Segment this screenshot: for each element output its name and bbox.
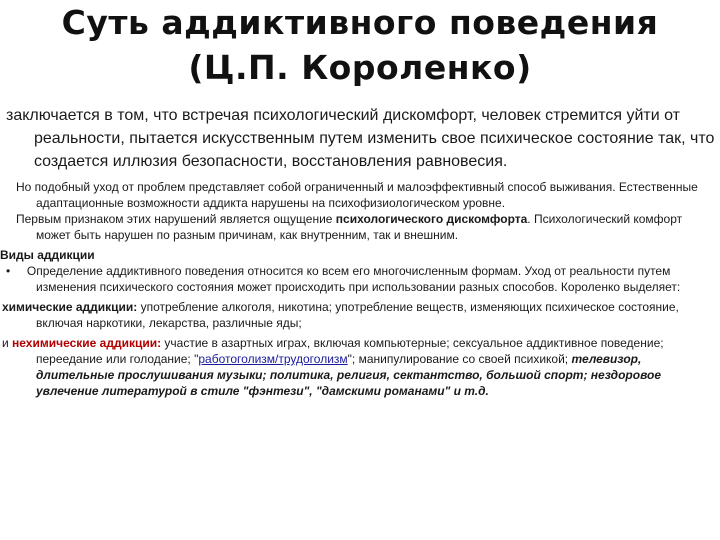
first-sign-bold: психологического дискомфорта bbox=[335, 212, 528, 226]
slide-body bbox=[0, 104, 716, 399]
first-sign-text-2: . Психологический комфорт может быть нарушен по разным причинам, как внутренним, так и внешним. bbox=[36, 212, 683, 242]
nonchemical-italic: телевизор, длительные прослушивания музыки; политика, религия, сектантство, большой спорт; нездоровое увлечение литературой в стиле "фэнтези", "дамскими романами" и т.д. bbox=[36, 352, 662, 398]
nonchemical-label: нехимические аддикции: bbox=[12, 336, 162, 350]
intro-paragraph: заключается в том, что встречая психологический дискомфорт, человек стремится уйти от реальности, пытается искусственным путем изменить свое психическое состояние так, что создается иллюзия безопасности, восстановления равновесия. bbox=[6, 107, 715, 170]
bullet-marker: • bbox=[6, 264, 11, 278]
bullet-text: Определение аддиктивного поведения относится ко всем его многочисленным формам. Уход от реальности путем изменения психического состояния может происходить при использовании разных способов. Короленко выделяет: bbox=[26, 264, 681, 294]
chemical-label: химические аддикции: bbox=[2, 300, 138, 314]
slide-title bbox=[0, 0, 720, 90]
nonchemical-addictions bbox=[0, 335, 716, 399]
addiction-types-heading: Виды аддикции bbox=[0, 248, 95, 262]
bullet-definition bbox=[0, 263, 716, 295]
chemical-text: употребление алкоголя, никотина; употребление веществ, изменяющих психическое состояние, включая наркотики, лекарства, различные яды; bbox=[36, 300, 679, 330]
title-line-2: (Ц.П. Короленко) bbox=[188, 48, 532, 87]
paragraph-first-sign bbox=[0, 211, 716, 243]
nonchemical-text-1: участие в азартных играх, включая компьютерные; сексуальное аддиктивное поведение; переедание или голодание; " bbox=[36, 336, 664, 366]
nonchemical-text-2: "; манипулирование со своей психикой; bbox=[347, 352, 572, 366]
chemical-addictions bbox=[0, 299, 716, 331]
title-line-1: Суть аддиктивного поведения bbox=[61, 3, 659, 42]
first-sign-text-1: Первым признаком этих нарушений является ощущение bbox=[16, 212, 336, 226]
paragraph-limited-escape: Но подобный уход от проблем представляет собой ограниченный и малоэффективный способ выживания. Естественные адаптационные возможности аддикта нарушены на психофизиологическом уровне. bbox=[16, 180, 698, 210]
nonchemical-prefix: и bbox=[2, 336, 13, 350]
workaholism-link[interactable]: работоголизм/трудоголизм bbox=[198, 352, 348, 366]
